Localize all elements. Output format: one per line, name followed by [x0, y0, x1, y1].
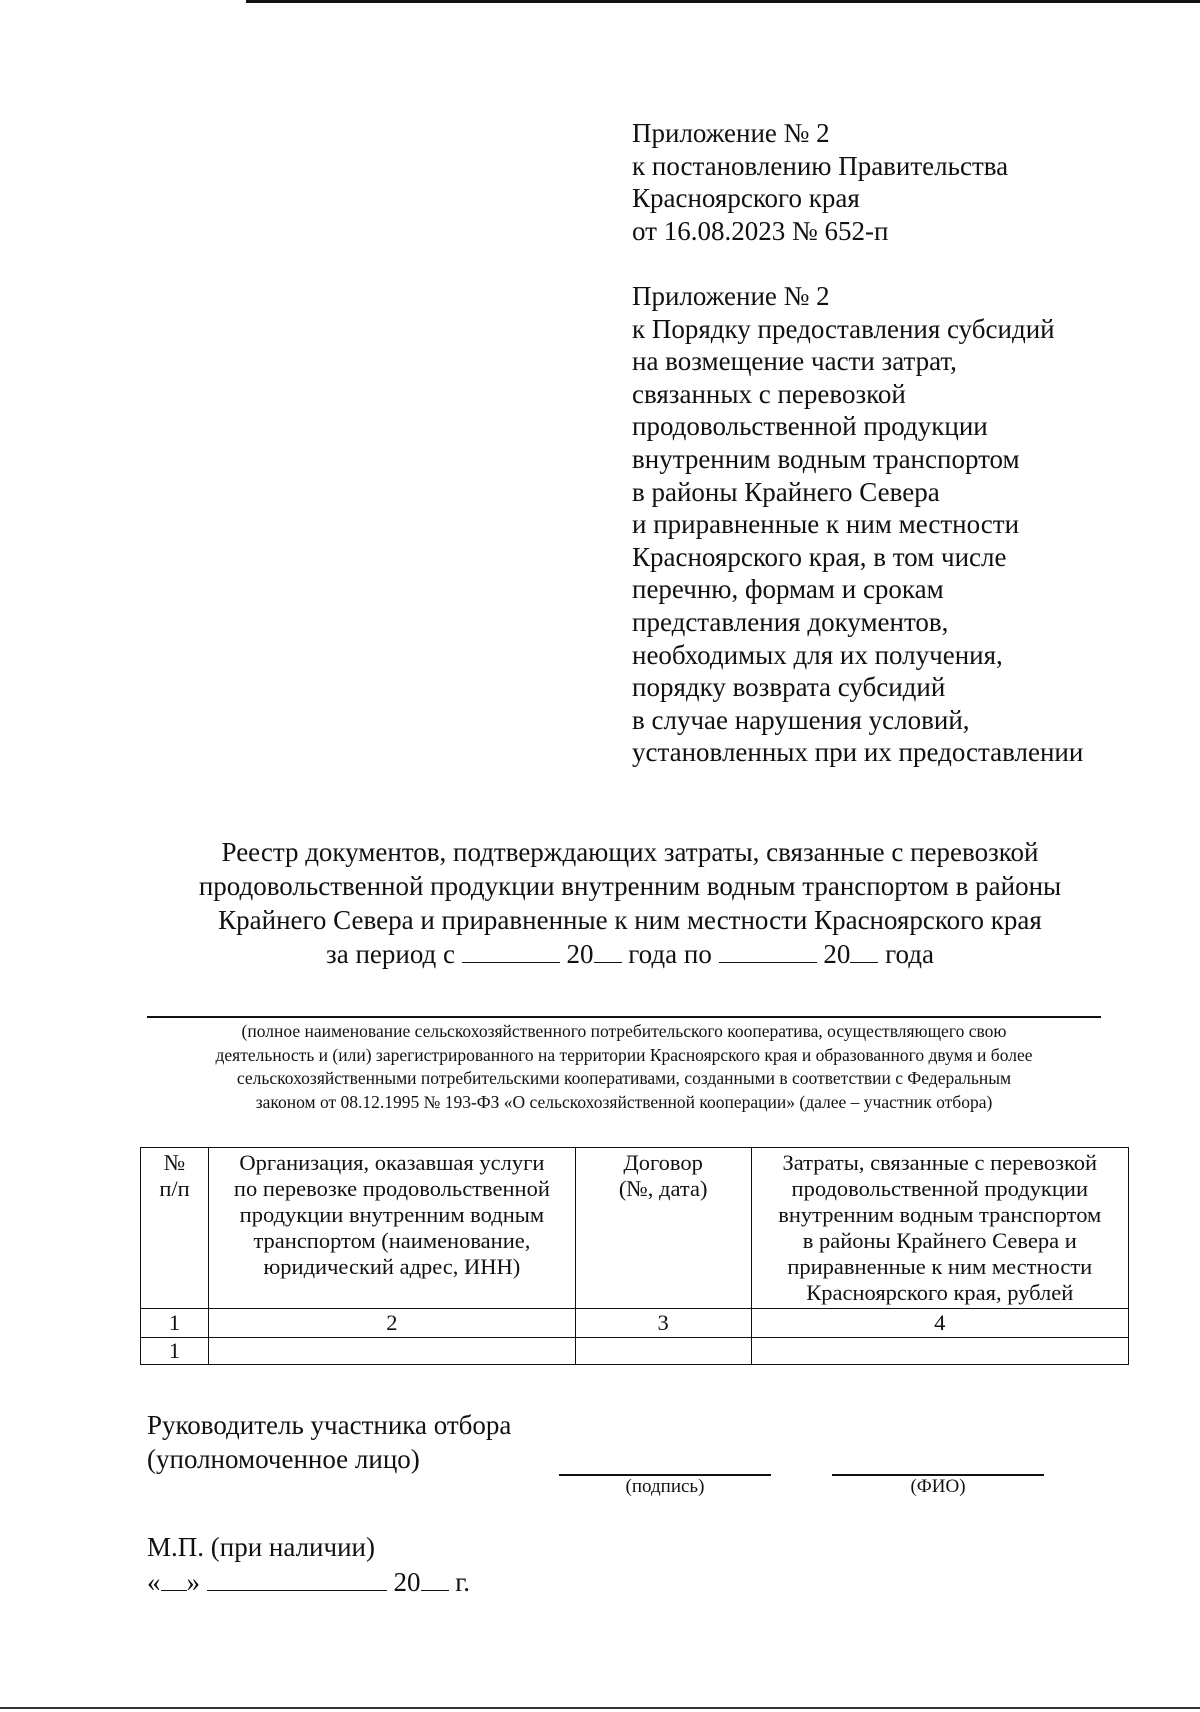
caption-line: сельскохозяйственными потребительскими кооперативами, созданными в соответствии с Федеральным: [236, 1068, 1012, 1088]
signer-title: Руководитель участника отбора: [147, 1410, 512, 1440]
header-cell-organization: Организация, оказавшая услуги по перевозке продовольственной продукции внутренним водным транспортом (наименование, юридический адрес, ИНН): [209, 1148, 576, 1309]
appendix-header-subsidy-procedure: [632, 280, 1192, 769]
appendix-line: порядку возврата субсидий: [632, 672, 946, 703]
organization-cell[interactable]: [209, 1338, 576, 1365]
header-cell-number: № п/п: [141, 1148, 209, 1309]
appendix-line: и приравненные к ним местности: [632, 509, 1020, 540]
registry-table: [140, 1147, 1129, 1365]
appendix-line: связанных с перевозкой: [632, 378, 906, 409]
period-start-year-blank[interactable]: [594, 940, 622, 963]
header-cell-contract: Договор (№, дата): [575, 1148, 751, 1309]
date-year-suffix: г.: [455, 1567, 471, 1597]
column-number-cell: 1: [141, 1309, 209, 1338]
period-year-2: 20: [823, 939, 851, 969]
title-line: продовольственной продукции внутренним водным транспортом в районы: [198, 871, 1062, 901]
caption-line: законом от 08.12.1995 № 193-ФЗ «О сельскохозяйственной кооперации» (далее – участник отбора): [255, 1091, 993, 1112]
appendix-line: внутренним водным транспортом: [632, 443, 1020, 474]
appendix-line: необходимых для их получения,: [632, 639, 1003, 670]
date-quote-open: «: [147, 1567, 161, 1597]
appendix-header-government-resolution: [632, 117, 1192, 247]
signer-block: [147, 1408, 511, 1476]
header-cell-costs: Затраты, связанные с перевозкой продовольственной продукции внутренним водным транспортом в районы Крайнего Севера и приравненные к ним местности Красноярского края, рублей: [751, 1148, 1128, 1309]
signature-label: (подпись): [625, 1476, 705, 1497]
period-prefix: за период с: [326, 939, 456, 969]
date-year-blank[interactable]: [421, 1568, 449, 1591]
participant-name-caption: [148, 1020, 1100, 1114]
column-number-cell: 2: [209, 1309, 576, 1338]
appendix-line: на возмещение части затрат,: [632, 346, 957, 377]
caption-line: деятельность и (или) зарегистрированного на территории Красноярского края и образованного двумя и более: [215, 1044, 1033, 1065]
date-quote-close: »: [186, 1567, 200, 1597]
costs-cell[interactable]: [751, 1338, 1128, 1365]
period-year-1: 20: [566, 939, 594, 969]
appendix-line: в районы Крайнего Севера: [632, 476, 940, 507]
date-month-blank[interactable]: [207, 1568, 387, 1591]
period-mid: года по: [628, 939, 712, 969]
appendix-line: от 16.08.2023 № 652-п: [632, 215, 889, 246]
appendix-line: Приложение № 2: [632, 118, 830, 148]
column-number-cell: 3: [575, 1309, 751, 1338]
column-number-cell: 4: [751, 1309, 1128, 1338]
period-start-blank[interactable]: [462, 940, 560, 963]
bottom-border-line: [0, 1707, 1200, 1709]
fio-label: (ФИО): [910, 1476, 966, 1497]
appendix-line: Красноярского края: [632, 183, 860, 214]
period-end-year-blank[interactable]: [850, 940, 878, 963]
top-border-line: [246, 0, 1200, 3]
appendix-line: установленных при их предоставлении: [632, 737, 1084, 768]
date-year-prefix: 20: [393, 1567, 421, 1597]
appendix-line: продовольственной продукции: [632, 411, 988, 442]
signer-subtitle: (уполномоченное лицо): [147, 1444, 420, 1474]
registry-title: [130, 835, 1130, 971]
column-number-row: [141, 1309, 1129, 1338]
row-number-cell: 1: [141, 1338, 209, 1365]
appendix-line: представления документов,: [632, 606, 949, 637]
period-line: [130, 937, 1130, 971]
date-line: [147, 1565, 470, 1599]
caption-line: (полное наименование сельскохозяйственного потребительского кооператива, осуществляющего свою: [241, 1021, 1007, 1041]
period-suffix: года: [885, 939, 934, 969]
title-line: Реестр документов, подтверждающих затраты, связанные с перевозкой: [221, 837, 1039, 867]
title-line: Крайнего Севера и приравненные к ним местности Красноярского края: [218, 905, 1042, 935]
contract-cell[interactable]: [575, 1338, 751, 1365]
date-day-blank[interactable]: [161, 1568, 187, 1591]
appendix-line: к Порядку предоставления субсидий: [632, 313, 1055, 344]
stamp-label: М.П. (при наличии): [147, 1532, 375, 1562]
appendix-line: Приложение № 2: [632, 281, 830, 311]
participant-name-line[interactable]: [147, 1016, 1101, 1018]
appendix-line: к постановлению Правительства: [632, 150, 1009, 181]
table-header-row: [141, 1148, 1129, 1309]
appendix-line: перечню, формам и срокам: [632, 574, 944, 605]
period-end-blank[interactable]: [719, 940, 817, 963]
table-row: [141, 1338, 1129, 1365]
appendix-line: в случае нарушения условий,: [632, 704, 970, 735]
appendix-line: Красноярского края, в том числе: [632, 541, 1007, 572]
